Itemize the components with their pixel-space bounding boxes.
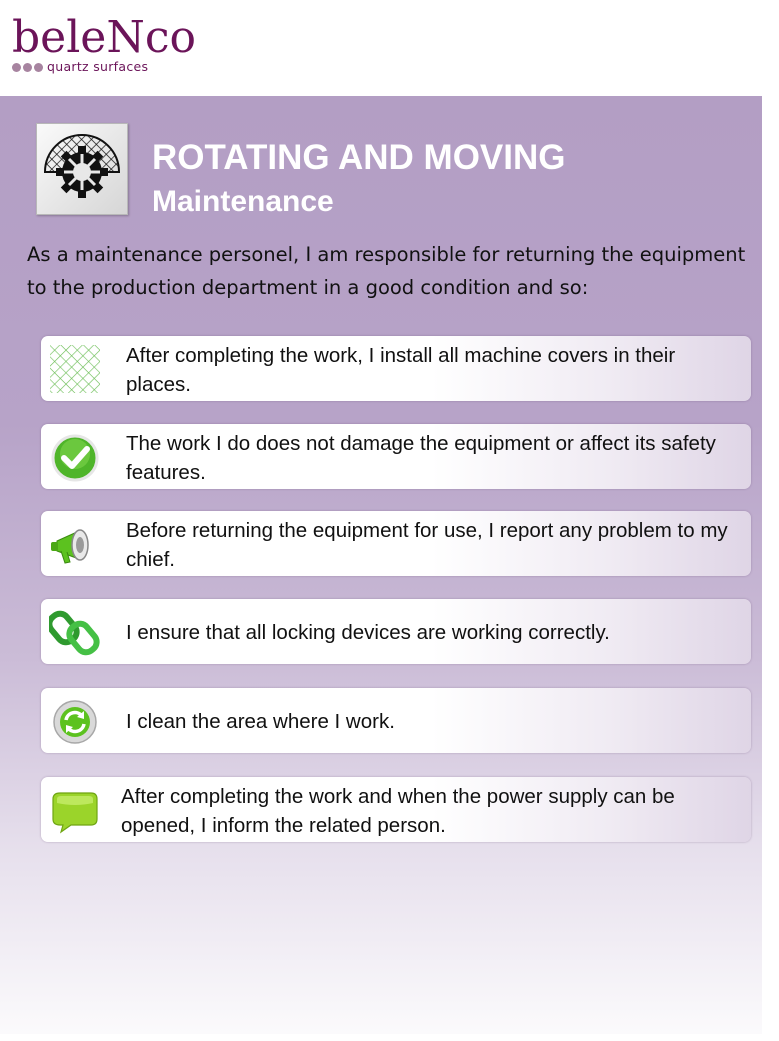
list-item-text: The work I do does not damage the equipment or affect its safety features. <box>126 432 716 484</box>
page-title: ROTATING AND MOVING <box>152 138 566 177</box>
check-icon <box>49 432 101 482</box>
list-item <box>41 511 751 576</box>
list-item-text: I clean the area where I work. <box>126 710 395 733</box>
list-item-text: I ensure that all locking devices are working correctly. <box>126 621 610 644</box>
brand-tagline-row <box>12 60 148 74</box>
megaphone-icon <box>49 519 101 569</box>
list-item-text: Before returning the equipment for use, I report any problem to my chief. <box>126 519 728 571</box>
intro-text: As a maintenance personel, I am responsible for returning the equipment to the production department in a good condition and so: <box>27 243 746 299</box>
list-item <box>41 599 751 664</box>
speech-bubble-icon <box>49 785 101 835</box>
page-subtitle: Maintenance <box>152 185 334 218</box>
list-item <box>41 336 751 401</box>
logo-dot-icon <box>34 63 43 72</box>
refresh-icon <box>49 696 101 746</box>
brand-tagline: quartz surfaces <box>47 59 149 74</box>
mesh-cover-icon <box>49 344 101 394</box>
logo-dot-icon <box>12 63 21 72</box>
list-item <box>41 688 751 753</box>
logo-dot-icon <box>23 63 32 72</box>
list-item <box>41 424 751 489</box>
brand-name: beleNco <box>12 12 196 63</box>
chain-link-icon <box>49 607 101 657</box>
list-item-text: After completing the work and when the power supply can be opened, I inform the related person. <box>121 785 675 837</box>
list-item-text: After completing the work, I install all machine covers in their places. <box>126 344 676 396</box>
list-item <box>41 777 751 842</box>
rotating-gear-icon <box>36 123 128 215</box>
brand-logo <box>12 14 202 76</box>
